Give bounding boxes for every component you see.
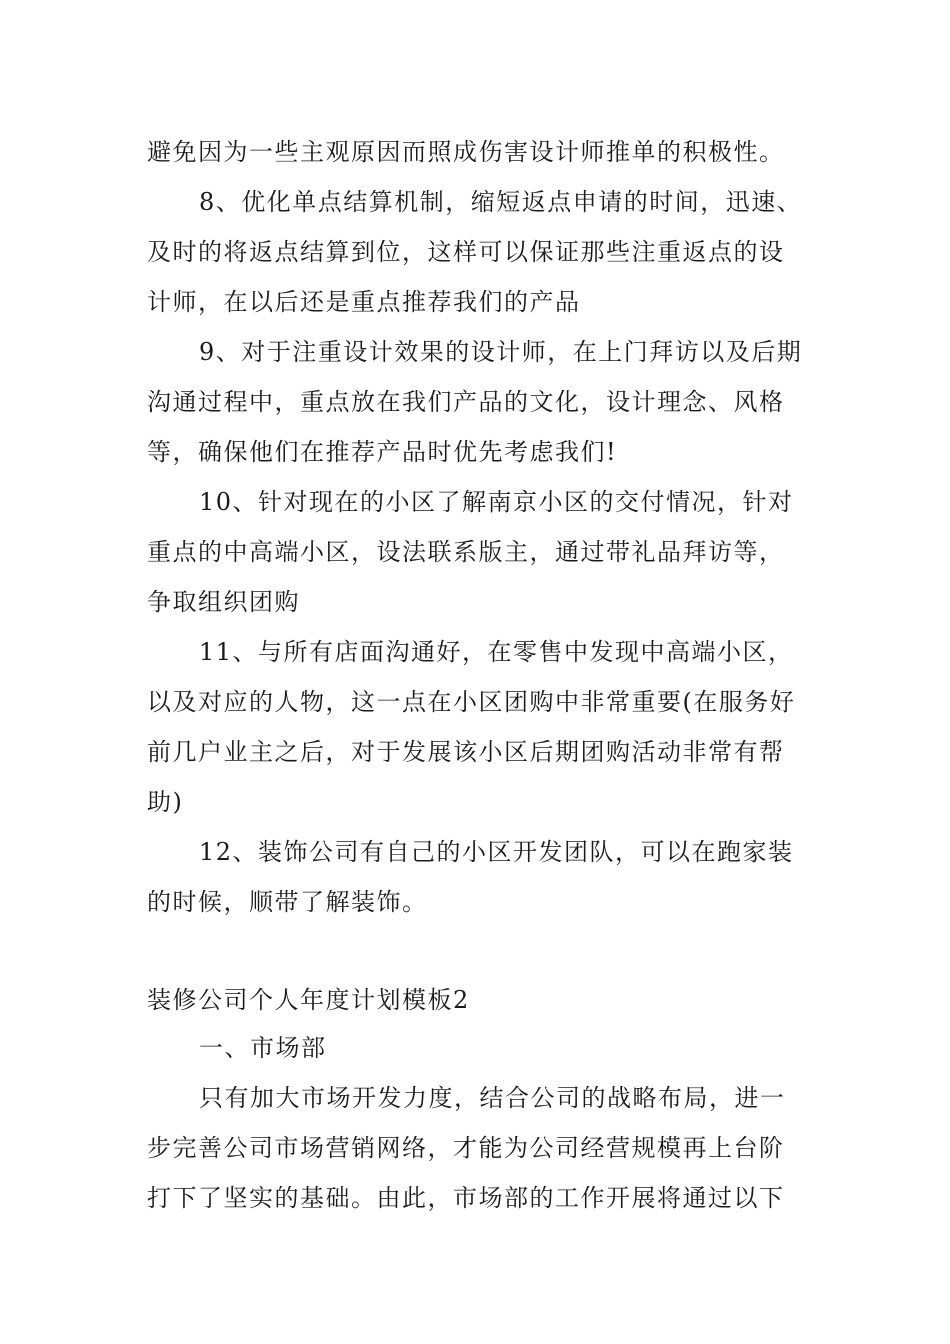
paragraph-item-9: 9、对于注重设计效果的设计师，在上门拜访以及后期沟通过程中，重点放在我们产品的文化，设计理念、风格等，确保他们在推荐产品时优先考虑我们! <box>147 338 803 466</box>
paragraph-item-8: 8、优化单点结算机制，缩短返点申请的时间，迅速、及时的将返点结算到位，这样可以保证那些注重返点的设计师，在以后还是重点推荐我们的产品 <box>147 188 803 316</box>
paragraph-item-12: 12、装饰公司有自己的小区开发团队，可以在跑家装的时候，顺带了解装饰。 <box>147 838 794 916</box>
section-title: 装修公司个人年度计划模板2 <box>147 986 470 1014</box>
paragraph-continuation: 避免因为一些主观原因而照成伤害设计师推单的积极性。 <box>147 138 785 166</box>
paragraph-market-intro: 只有加大市场开发力度，结合公司的战略布局，进一步完善公司市场营销网络，才能为公司经营规模再上台阶打下了坚实的基础。由此，市场部的工作开展将通过以下 <box>147 1084 786 1212</box>
subsection-title: 一、市场部 <box>199 1034 327 1062</box>
paragraph-item-10: 10、针对现在的小区了解南京小区的交付情况，针对重点的中高端小区，设法联系版主，通过带礼品拜访等，争取组织团购 <box>147 488 794 616</box>
paragraph-item-11: 11、与所有店面沟通好，在零售中发现中高端小区，以及对应的人物，这一点在小区团购中非常重要(在服务好前几户业主之后，对于发展该小区后期团购活动非常有帮助) <box>147 638 796 816</box>
